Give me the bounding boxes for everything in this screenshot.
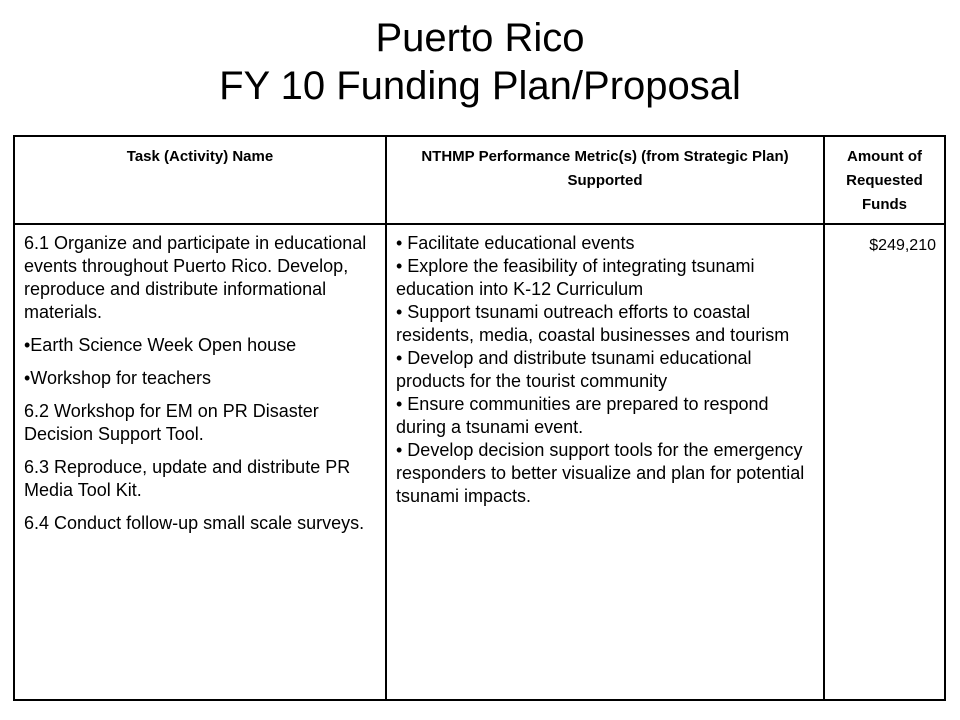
title-line-2: FY 10 Funding Plan/Proposal (219, 64, 741, 108)
task-item: •Earth Science Week Open house (24, 335, 297, 355)
task-item: •Workshop for teachers (24, 368, 212, 388)
title-line-1: Puerto Rico (375, 16, 585, 60)
task-item: 6.4 Conduct follow-up small scale surveys. (24, 513, 365, 533)
metric-item: • Develop decision support tools for the emergency responders to better visualize and plan for potential tsunami impacts. (396, 440, 805, 506)
task-item: 6.2 Workshop for EM on PR Disaster Decision Support Tool. (24, 401, 319, 444)
task-item: 6.1 Organize and participate in educational events throughout Puerto Rico. Develop, reproduce and distribute informational materials. (24, 233, 367, 322)
metric-cell (386, 224, 824, 700)
metric-item: • Facilitate educational events (396, 233, 635, 253)
header-amount: Amount of Requested Funds (824, 136, 945, 224)
task-item: 6.3 Reproduce, update and distribute PR Media Tool Kit. (24, 457, 351, 500)
header-row (14, 136, 945, 224)
funding-table (13, 135, 946, 701)
metric-item: • Develop and distribute tsunami educational products for the tourist community (396, 348, 752, 391)
table-row (14, 224, 945, 700)
metric-item: • Support tsunami outreach efforts to coastal residents, media, coastal businesses and tourism (396, 302, 790, 345)
header-metric: NTHMP Performance Metric(s) (from Strategic Plan) Supported (386, 136, 824, 224)
task-cell (14, 224, 386, 700)
metric-item: • Explore the feasibility of integrating tsunami education into K-12 Curriculum (396, 256, 755, 299)
header-task: Task (Activity) Name (14, 136, 386, 224)
page-title (0, 14, 960, 110)
metric-item: • Ensure communities are prepared to respond during a tsunami event. (396, 394, 769, 437)
amount-cell: $249,210 (824, 224, 945, 700)
